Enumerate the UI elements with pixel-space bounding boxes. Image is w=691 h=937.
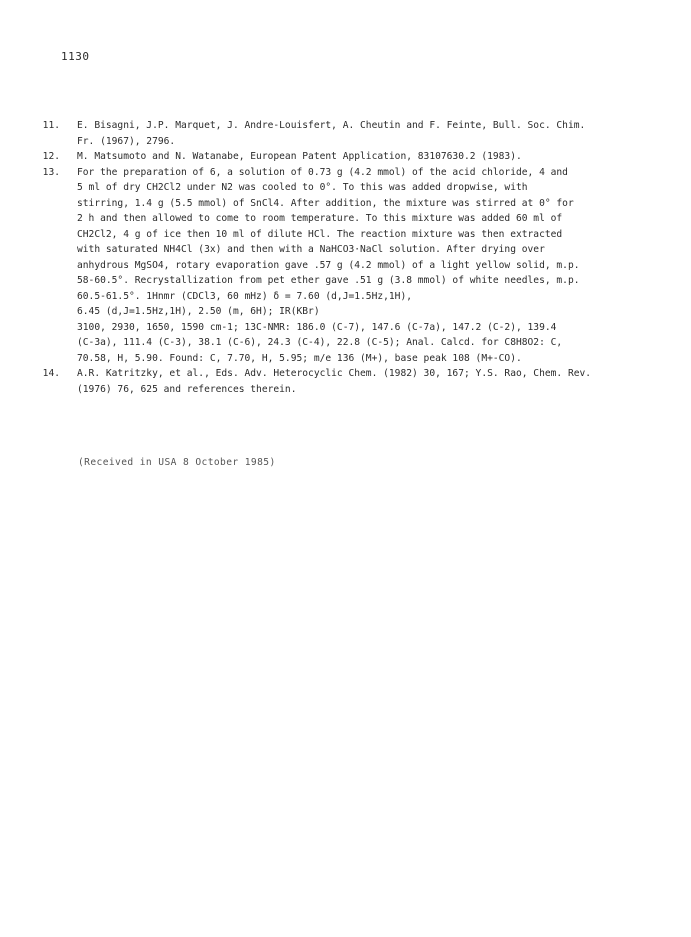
reference-line: (C-3a), 111.4 (C-3), 38.1 (C-6), 24.3 (C-4), 22.8 (C-5); Anal. Calcd. for C8H8O2: C,: [77, 337, 563, 348]
reference-14: [36, 366, 636, 397]
reference-number: 11.: [42, 120, 60, 131]
reference-number: 14.: [42, 368, 60, 379]
reference-13: [36, 165, 636, 367]
reference-11: [36, 118, 636, 149]
references-list: [36, 118, 636, 397]
reference-line: Fr. (1967), 2796.: [77, 135, 176, 147]
reference-line: For the preparation of 6, a solution of 0.73 g (4.2 mmol) of the acid chloride, 4 and: [77, 166, 568, 178]
reference-number: 13.: [42, 166, 60, 178]
reference-line: anhydrous MgSO4, rotary evaporation gave .57 g (4.2 mmol) of a light yellow solid, m.p.: [77, 259, 580, 271]
reference-line: 58-60.5°. Recrystallization from pet ether gave .51 g (3.8 mmol) of white needles, m.p.: [77, 275, 580, 286]
reference-line: 2 h and then allowed to come to room temperature. To this mixture was added 60 ml of: [77, 213, 563, 224]
reference-line: 6.45 (d,J=1.5Hz,1H), 2.50 (m, 6H); IR(KBr): [77, 306, 320, 317]
reference-line: A.R. Katritzky, et al., Eds. Adv. Heterocyclic Chem. (1982) 30, 167; Y.S. Rao, Chem. Rev.: [77, 368, 592, 379]
reference-line: (1976) 76, 625 and references therein.: [77, 383, 297, 395]
reference-line: E. Bisagni, J.P. Marquet, J. Andre-Louisfert, A. Cheutin and F. Feinte, Bull. Soc. Chim.: [77, 120, 586, 131]
reference-number: 12.: [42, 151, 60, 162]
reference-line: 3100, 2930, 1650, 1590 cm-1; 13C-NMR: 186.0 (C-7), 147.6 (C-7a), 147.2 (C-2), 139.4: [77, 321, 557, 333]
received-date: (Received in USA 8 October 1985): [78, 457, 276, 468]
reference-line: stirring, 1.4 g (5.5 mmol) of SnCl4. After addition, the mixture was stirred at 0° for: [77, 197, 574, 209]
page-number: 1130: [61, 50, 90, 63]
reference-line: 60.5-61.5°. 1Hnmr (CDCl3, 60 mHz) δ = 7.60 (d,J=1.5Hz,1H),: [77, 290, 413, 302]
reference-line: CH2Cl2, 4 g of ice then 10 ml of dilute HCl. The reaction mixture was then extracted: [77, 228, 563, 240]
reference-line: with saturated NH4Cl (3x) and then with a NaHCO3·NaCl solution. After drying over: [77, 244, 545, 255]
reference-line: M. Matsumoto and N. Watanabe, European Patent Application, 83107630.2 (1983).: [77, 151, 522, 162]
reference-12: [36, 149, 636, 165]
reference-line: 5 ml of dry CH2Cl2 under N2 was cooled to 0°. To this was added dropwise, with: [77, 182, 528, 193]
reference-line: 70.58, H, 5.90. Found: C, 7.70, H, 5.95; m/e 136 (M+), base peak 108 (M+-CO).: [77, 352, 522, 364]
